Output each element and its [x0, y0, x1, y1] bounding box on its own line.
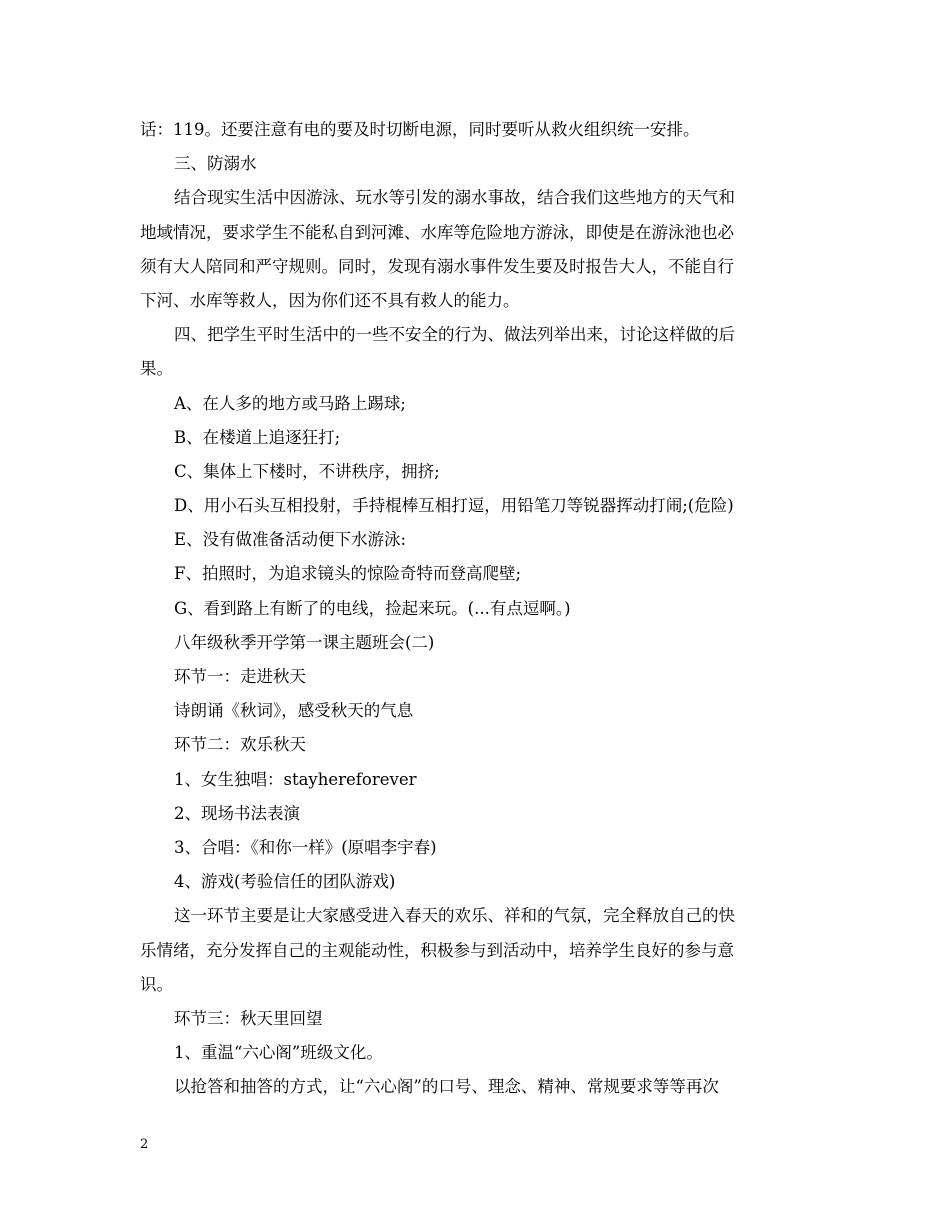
text-line: 话：119。还要注意有电的要及时切断电源，同时要听从救火组织统一安排。	[140, 120, 700, 139]
document-body	[140, 113, 812, 1104]
list-item: G、看到路上有断了的电线，捡起来玩。(...有点逗啊。)	[174, 598, 571, 618]
list-item: 1、重温“六心阁”班级文化。	[174, 1043, 383, 1063]
list-item: 1、女生独唱：stayhereforever	[174, 769, 417, 789]
text-line: 结合现实生活中因游泳、玩水等引发的溺水事故，结合我们这些地方的天气和	[174, 188, 735, 208]
section-heading-unsafe-behaviors: 四、把学生平时生活中的一些不安全的行为、做法列举出来，讨论这样做的后	[174, 325, 735, 345]
list-item: E、没有做准备活动便下水游泳:	[174, 530, 407, 550]
list-item: C、集体上下楼时，不讲秩序，拥挤;	[174, 461, 440, 481]
text-line: 识。	[140, 974, 173, 994]
segment-heading-1: 环节一：走进秋天	[174, 667, 306, 686]
text-line: 乐情绪，充分发挥自己的主观能动性，积极参与到活动中，培养学生良好的参与意	[140, 940, 734, 960]
list-item: A、在人多的地方或马路上踢球;	[174, 393, 406, 413]
list-item: 4、游戏(考验信任的团队游戏)	[174, 872, 396, 892]
text-line: 下河、水库等救人，因为你们还不具有救人的能力。	[140, 290, 520, 310]
list-item: F、拍照时，为追求镜头的惊险奇特而登高爬壁;	[174, 564, 522, 584]
list-item: 2、现场书法表演	[174, 803, 300, 823]
list-item: D、用小石头互相投射，手持棍棒互相打逗，用铅笔刀等锐器挥动打闹;(危险)	[174, 496, 734, 516]
list-item: B、在楼道上追逐狂打;	[174, 427, 341, 447]
page-number: 2	[140, 1137, 149, 1152]
list-item: 3、合唱：《和你一样》(原唱李宇春)	[174, 837, 437, 857]
section-title-class-meeting-2: 八年级秋季开学第一课主题班会(二)	[174, 632, 435, 652]
text-line: 果。	[140, 359, 173, 379]
text-line: 以抢答和抽答的方式，让“六心阁”的口号、理念、精神、常规要求等等再次	[174, 1077, 719, 1097]
text-line: 这一环节主要是让大家感受进入春天的欢乐、祥和的气氛，完全释放自己的快	[174, 906, 735, 926]
text-line: 诗朗诵《秋词》，感受秋天的气息	[174, 701, 414, 721]
segment-heading-2: 环节二：欢乐秋天	[174, 735, 306, 755]
section-heading-drowning-prevention: 三、防溺水	[174, 154, 257, 174]
segment-heading-3: 环节三：秋天里回望	[174, 1008, 323, 1028]
text-line: 地域情况，要求学生不能私自到河滩、水库等危险地方游泳，即使是在游泳池也必	[140, 222, 734, 242]
text-line: 须有大人陪同和严守规则。同时，发现有溺水事件发生要及时报告大人，不能自行	[140, 256, 734, 276]
